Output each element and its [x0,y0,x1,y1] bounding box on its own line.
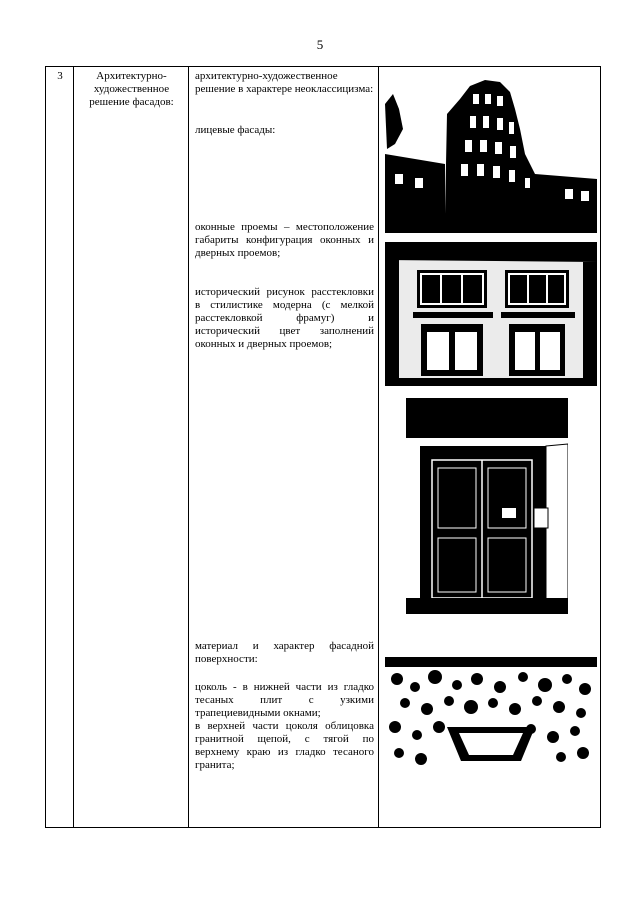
glazing-text: исторический рисунок расстекловки в стилистике модерна (с мелкой расстекловкой фрамуг) и исторический цвет заполнений оконных и дверных проемов; [195,286,374,350]
plinth-text-2: в верхней части цоколя облицовка гранитной щепой, с тягой по верхнему краю из гладко тесаного гранита; [195,720,374,771]
entrance-door-photo [406,398,568,614]
column-divider [73,67,74,827]
column-divider [188,67,189,827]
style-description [195,70,374,96]
page-number: 5 [316,37,324,52]
building-facade-photo [385,74,597,233]
row-title: Архитектурно-художественное решение фасадов: [89,70,174,108]
plinth-description [195,681,374,772]
row-number: 3 [57,70,63,82]
window-openings-photo [385,242,597,386]
glazing-description [195,286,374,351]
window-openings-description [195,221,374,260]
specification-table [45,66,601,828]
facades-heading [195,124,374,137]
style-description-text: архитектурно-художественное решение в характере неоклассицизма: [195,70,374,95]
column-divider [378,67,379,827]
plinth-text-1: цоколь - в нижней части из гладко тесаных плит с узкими трапециевидными окнами; [195,681,374,719]
granite-plinth-photo [385,657,597,775]
surface-material-heading [195,640,374,666]
window-openings-text: оконные проемы – местоположение габариты конфигурация оконных и дверных проемов; [195,221,374,259]
surface-material-text: материал и характер фасадной поверхности: [195,640,374,665]
facades-heading-text: лицевые фасады: [195,124,276,136]
